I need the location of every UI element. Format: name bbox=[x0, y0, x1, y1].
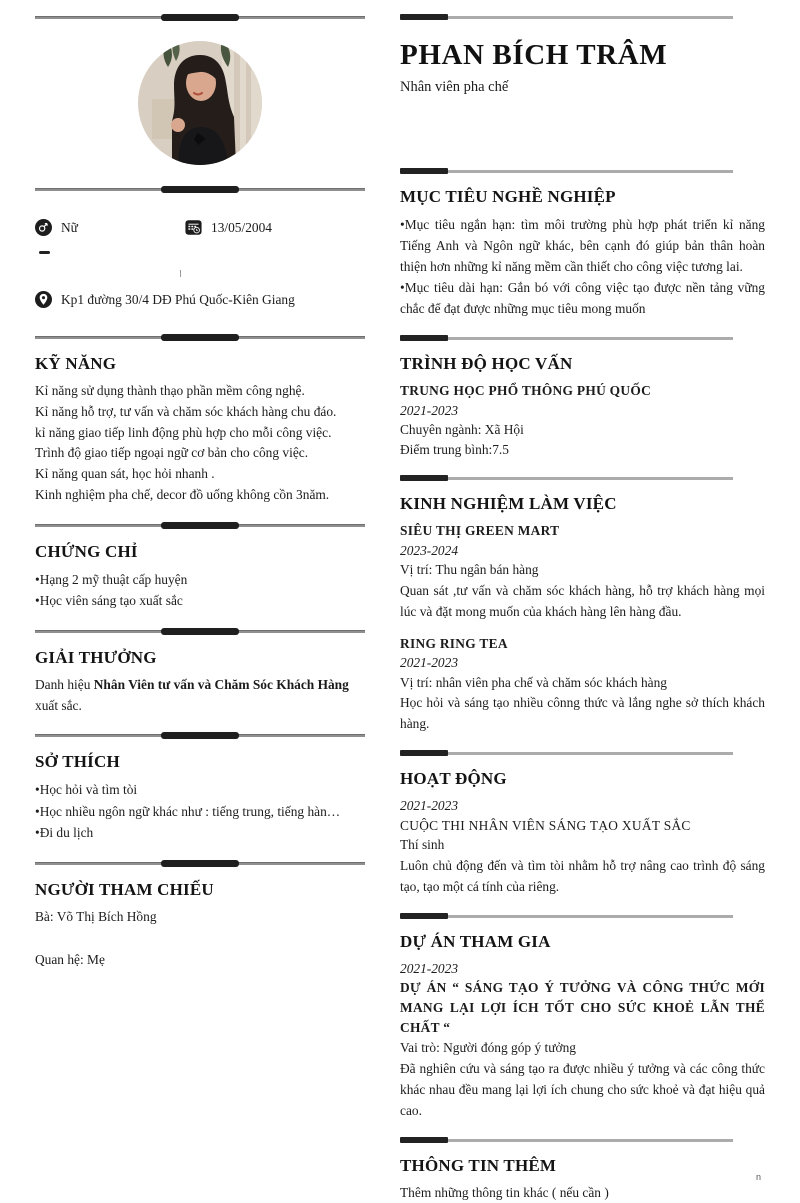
certificate-item: •Học viên sáng tạo xuất sắc bbox=[35, 590, 365, 612]
certificate-item: •Hạng 2 mỹ thuật cấp huyện bbox=[35, 569, 365, 591]
divider bbox=[35, 628, 365, 635]
divider bbox=[400, 14, 733, 20]
reference-name: Bà: Võ Thị Bích Hồng bbox=[35, 907, 365, 928]
right-column bbox=[400, 14, 765, 1203]
job-period: 2021-2023 bbox=[400, 653, 765, 673]
projects-title: DỰ ÁN THAM GIA bbox=[400, 932, 765, 952]
divider bbox=[35, 732, 365, 739]
gender-field bbox=[35, 219, 185, 236]
section-certificates bbox=[35, 542, 365, 612]
section-references bbox=[35, 880, 365, 971]
awards-title: GIẢI THƯỞNG bbox=[35, 648, 365, 668]
stray-tick bbox=[180, 270, 181, 277]
additional-title: THÔNG TIN THÊM bbox=[400, 1156, 765, 1176]
activity-event: CUỘC THI NHÂN VIÊN SÁNG TẠO XUẤT SẮC bbox=[400, 816, 765, 836]
hobbies-title: SỞ THÍCH bbox=[35, 752, 365, 772]
education-title: TRÌNH ĐỘ HỌC VẤN bbox=[400, 354, 765, 374]
divider bbox=[400, 750, 733, 756]
section-skills bbox=[35, 354, 365, 506]
skill-item: Kinh nghiệm pha chế, decor đồ uống không cồn 3năm. bbox=[35, 485, 365, 506]
hobby-item: •Học nhiều ngôn ngữ khác như : tiếng trung, tiếng hàn… bbox=[35, 801, 365, 823]
hobby-item: •Học hỏi và tìm tòi bbox=[35, 779, 365, 801]
profile-photo-illustration bbox=[138, 41, 262, 165]
activity-period: 2021-2023 bbox=[400, 796, 765, 816]
candidate-job-title: Nhân viên pha chế bbox=[400, 79, 765, 96]
birthdate-value: 13/05/2004 bbox=[211, 220, 272, 236]
birthdate-field bbox=[185, 219, 272, 236]
education-gpa: Điểm trung bình:7.5 bbox=[400, 440, 765, 460]
project-role: Vai trò: Người đóng góp ý tưởng bbox=[400, 1038, 765, 1058]
address-field bbox=[35, 291, 365, 308]
objective-title: MỤC TIÊU NGHỀ NGHIỆP bbox=[400, 187, 765, 207]
job-desc: Quan sát ,tư vấn và chăm sóc khách hàng, hỗ trợ khách hàng mọi lúc và đặt mong muốn của khách hàng lên hàng đầu. bbox=[400, 580, 765, 622]
location-icon bbox=[35, 291, 52, 308]
divider bbox=[35, 186, 365, 193]
experience-job bbox=[400, 634, 765, 735]
divider bbox=[400, 475, 733, 481]
divider bbox=[400, 335, 733, 341]
section-projects bbox=[400, 932, 765, 1121]
certificates-title: CHỨNG CHỈ bbox=[35, 542, 365, 562]
section-objective bbox=[400, 187, 765, 319]
award-bold: Nhân Viên tư vấn và Chăm Sóc Khách Hàng bbox=[94, 677, 349, 692]
award-line bbox=[35, 675, 365, 717]
divider bbox=[35, 334, 365, 341]
calendar-icon bbox=[185, 219, 202, 236]
section-awards bbox=[35, 648, 365, 717]
activities-title: HOẠT ĐỘNG bbox=[400, 769, 765, 789]
divider bbox=[35, 522, 365, 529]
skill-item: Trình độ giao tiếp ngoại ngữ cơ bản cho công việc. bbox=[35, 443, 365, 464]
divider bbox=[35, 14, 365, 21]
divider bbox=[400, 1137, 733, 1143]
skill-item: kỉ năng giao tiếp linh động phù hợp cho mỗi công việc. bbox=[35, 423, 365, 444]
education-school: TRUNG HỌC PHỔ THÔNG PHÚ QUỐC bbox=[400, 381, 765, 401]
section-experience bbox=[400, 494, 765, 734]
profile-photo bbox=[138, 41, 262, 165]
award-prefix: Danh hiệu bbox=[35, 677, 94, 692]
objective-paragraph: •Mục tiêu ngắn hạn: tìm môi trường phù hợp phát triển kỉ năng Tiếng Anh và Ngôn ngữ khác, bên cạnh đó giúp bản thân hoàn thiện hơn những kỉ năng mềm cần thiết cho công việc tương lai. bbox=[400, 214, 765, 277]
gender-value: Nữ bbox=[61, 220, 78, 236]
education-major: Chuyên ngành: Xã Hội bbox=[400, 420, 765, 440]
education-period: 2021-2023 bbox=[400, 401, 765, 421]
job-desc: Học hỏi và sáng tạo nhiều cônng thức và lắng nghe sở thích khách hàng. bbox=[400, 692, 765, 734]
address-value: Kp1 đường 30/4 DĐ Phú Quốc-Kiên Giang bbox=[61, 292, 295, 308]
reference-relation: Quan hệ: Mẹ bbox=[35, 950, 365, 971]
left-column bbox=[35, 14, 365, 986]
additional-note: Thêm những thông tin khác ( nếu cần ) bbox=[400, 1183, 765, 1203]
divider bbox=[35, 860, 365, 867]
hobby-item: •Đi du lịch bbox=[35, 822, 365, 844]
gender-icon bbox=[35, 219, 52, 236]
experience-job bbox=[400, 521, 765, 622]
section-activities bbox=[400, 769, 765, 897]
job-company: RING RING TEA bbox=[400, 634, 765, 654]
divider bbox=[400, 168, 733, 174]
objective-paragraph: •Mục tiêu dài hạn: Gắn bó với công việc tạo được nền tảng vững chắc để đạt được những mục tiêu mong muốn bbox=[400, 277, 765, 319]
award-suffix: xuất sắc. bbox=[35, 698, 82, 713]
job-position: Vị trí: nhân viên pha chế và chăm sóc khách hàng bbox=[400, 673, 765, 693]
activity-desc: Luôn chủ động đến và tìm tòi nhằm hỗ trợ nâng cao trình độ sáng tạo, tạo một cá tính của riêng. bbox=[400, 855, 765, 897]
project-desc: Đã nghiên cứu và sáng tạo ra được nhiều ý tưởng và các công thức khác nhau đều mang lại lợi ích chung cho sức khoẻ và đạt hiệu quả cao. bbox=[400, 1058, 765, 1121]
info-empty-rows bbox=[35, 236, 365, 291]
job-period: 2023-2024 bbox=[400, 541, 765, 561]
activity-role: Thí sinh bbox=[400, 835, 765, 855]
job-company: SIÊU THỊ GREEN MART bbox=[400, 521, 765, 541]
job-position: Vị trí: Thu ngân bán hàng bbox=[400, 560, 765, 580]
divider bbox=[400, 913, 733, 919]
skills-title: KỸ NĂNG bbox=[35, 354, 365, 374]
section-education bbox=[400, 354, 765, 459]
empty-field-dash bbox=[39, 251, 50, 254]
section-additional bbox=[400, 1156, 765, 1203]
section-hobbies bbox=[35, 752, 365, 844]
skill-item: Kỉ năng quan sát, học hỏi nhanh . bbox=[35, 464, 365, 485]
experience-title: KINH NGHIỆM LÀM VIỆC bbox=[400, 494, 765, 514]
candidate-name: PHAN BÍCH TRÂM bbox=[400, 39, 765, 72]
skill-item: Kỉ năng sử dụng thành thạo phần mềm công nghệ. bbox=[35, 381, 365, 402]
references-title: NGƯỜI THAM CHIẾU bbox=[35, 880, 365, 900]
project-period: 2021-2023 bbox=[400, 959, 765, 979]
skill-item: Kỉ năng hỗ trợ, tư vấn và chăm sóc khách hàng chu đáo. bbox=[35, 402, 365, 423]
personal-info bbox=[35, 219, 365, 308]
page-footer-mark: n bbox=[756, 1172, 761, 1182]
info-row-gender-dob bbox=[35, 219, 365, 236]
project-name: DỰ ÁN “ SÁNG TẠO Ý TƯỞNG VÀ CÔNG THỨC MỚI MANG LẠI LỢI ÍCH TỐT CHO SỨC KHOẺ LẪN THỂ CHẤT “ bbox=[400, 978, 765, 1038]
